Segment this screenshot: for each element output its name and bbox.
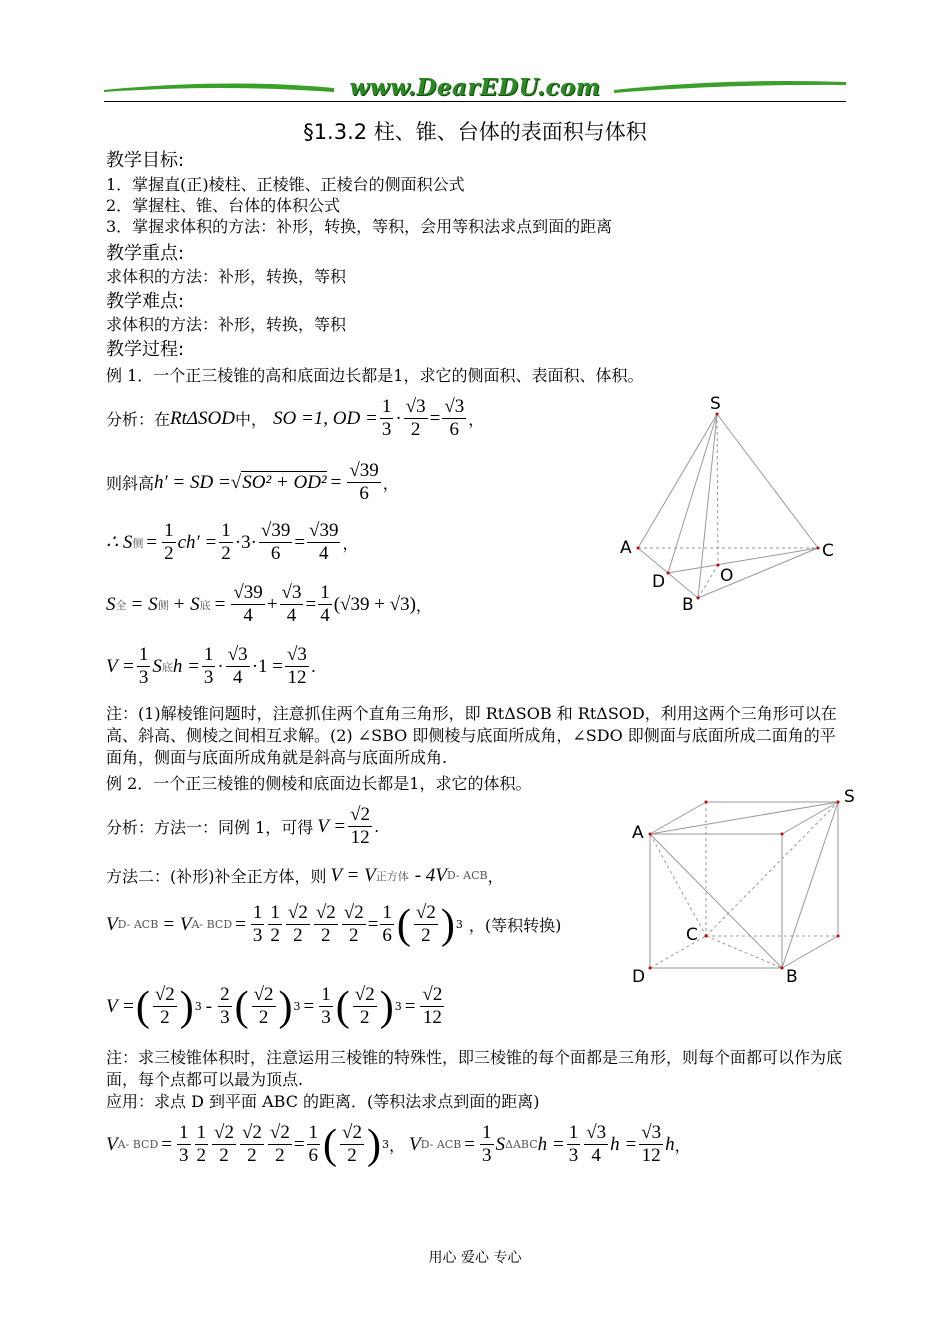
site-name[interactable]: www.DearEDU.com [349, 74, 601, 101]
cube-label-A: A [632, 823, 644, 843]
ex2-formula-2 [106, 984, 446, 1029]
fraction [307, 520, 340, 565]
math-token: √2 [342, 1122, 362, 1143]
math-token: 2 [219, 1145, 229, 1166]
math-token: V [106, 913, 118, 935]
math-token: 3 [455, 918, 463, 931]
math-token: 2 [421, 925, 431, 946]
math-token: 1 [381, 396, 392, 417]
math-token: 6 [382, 925, 392, 946]
key-text: 求体积的方法：补形，转换，等积 [106, 267, 347, 286]
cube-figure [626, 782, 866, 992]
math-token: D- ACB [446, 869, 488, 882]
fraction [380, 396, 394, 441]
math-token: 全 [115, 598, 127, 612]
math-token: = V [162, 913, 192, 935]
math-token: = [294, 531, 306, 553]
math-token: √2 [315, 902, 336, 923]
math-token: 2 [196, 1145, 207, 1166]
math-token: 3 [203, 667, 214, 688]
math-token: 底 [161, 660, 173, 674]
fraction [251, 902, 265, 947]
math-token: √2 [415, 902, 436, 923]
math-token: 1 [321, 984, 331, 1005]
math-token: · [217, 655, 224, 677]
math-token: = [429, 407, 441, 429]
math-token: V = V [330, 864, 376, 886]
math-token: S [495, 1133, 506, 1155]
math-token: 3 [321, 1007, 331, 1028]
fraction [480, 1122, 494, 1167]
fraction [380, 902, 394, 947]
fraction [318, 582, 332, 627]
math-token: 1 = [258, 655, 283, 677]
math-token: RtΔSOD [170, 407, 235, 429]
math-token: 6 [308, 1145, 319, 1166]
math-token: 2 [160, 1007, 170, 1028]
pyramid-label-C: C [822, 541, 834, 561]
math-token: 6 [270, 543, 281, 564]
ex2-method-1 [106, 804, 379, 849]
math-token: 2 [348, 925, 359, 946]
math-token: S [152, 655, 162, 677]
math-token: · [251, 655, 259, 677]
math-token: D- ACB [420, 1138, 462, 1151]
math-token: √3 [286, 644, 307, 665]
fraction [584, 1122, 608, 1167]
math-token: 3 [241, 531, 251, 553]
math-token: ∴ S [106, 532, 133, 553]
math-token: 2 [221, 543, 231, 564]
math-token: 4 [286, 605, 297, 626]
math-token: √39 [309, 520, 339, 541]
math-token: = [464, 1133, 476, 1155]
goal-item-2: 2．掌握柱、锥、台体的体积公式 [106, 196, 341, 215]
cube-label-C: C [686, 925, 698, 945]
fraction [226, 644, 250, 689]
fraction [567, 1122, 581, 1167]
math-token: ， [415, 596, 432, 615]
ex2-method-2 [106, 864, 504, 887]
math-token: 1 [203, 644, 214, 665]
math-token: √39 [233, 582, 263, 603]
fraction [252, 984, 276, 1029]
page-footer: 用心 爱心 专心 [428, 1250, 522, 1266]
fraction [259, 520, 292, 565]
goals-heading: 教学目标: [106, 150, 185, 171]
math-token: √39 [260, 520, 291, 541]
math-token: h = [610, 1133, 638, 1155]
example2-note: 注：求三棱锥体积时，注意运用三棱锥的特殊性，即三棱锥的每个面都是三角形，则每个面都可以作为底面，每个点都可以最为顶点. [106, 1048, 843, 1089]
math-token: ) [179, 983, 194, 1030]
math-token: 底 [199, 598, 211, 612]
math-token: 1 [482, 1122, 492, 1143]
fraction [212, 1122, 236, 1167]
ex2-formula-3 [106, 1122, 691, 1167]
math-token: 1 [196, 1122, 207, 1143]
math-token: 12 [287, 667, 307, 688]
math-token: 1 [252, 902, 263, 923]
math-token: 2 [270, 925, 280, 946]
math-token: √ [230, 471, 242, 493]
math-token: ΔABC [505, 1138, 538, 1151]
math-token: = [214, 593, 226, 615]
fraction [347, 460, 380, 505]
math-token: √3 [586, 1122, 607, 1143]
math-token: √3 [281, 582, 302, 603]
math-token: + [266, 593, 278, 615]
math-token: (√39 + √3) [333, 593, 416, 615]
fraction [353, 984, 377, 1029]
pyramid-label-A: A [620, 538, 632, 558]
math-token: 侧 [157, 598, 169, 612]
fraction [231, 582, 264, 627]
math-token: ( [234, 983, 249, 1030]
math-token: A- BCD [117, 1138, 159, 1151]
math-token: √3 [405, 396, 426, 417]
math-token: 2 [410, 419, 421, 440]
math-token: = [330, 471, 342, 493]
math-token: SO² + OD² [242, 472, 327, 493]
math-token: ( [323, 1121, 338, 1168]
math-token: h′ = SD = [154, 471, 231, 493]
math-token: 1 [382, 902, 392, 923]
math-token: 2 [359, 1007, 370, 1028]
math-token: 3 [220, 1007, 230, 1028]
math-token: 2 [293, 925, 303, 946]
math-token: 2 [347, 1145, 357, 1166]
math-token: = S [130, 593, 158, 615]
math-token: . [374, 817, 380, 836]
ex2-formula-1 [106, 902, 561, 947]
math-token: ( [396, 901, 411, 948]
math-token: 3 [381, 1138, 389, 1151]
math-token: 6 [449, 419, 460, 440]
math-token: - [205, 995, 213, 1017]
fraction [285, 644, 309, 689]
fraction [307, 1122, 321, 1167]
math-token: ， [487, 867, 504, 886]
math-token: = [161, 1133, 173, 1155]
math-token: D- ACB [117, 918, 159, 931]
math-token: = [404, 995, 416, 1017]
goal-item-1: 1．掌握直(正)棱柱、正棱锥、正棱台的侧面积公式 [106, 175, 465, 194]
math-token: 2 [164, 543, 174, 564]
math-token: 1 [320, 582, 330, 603]
math-token: 1 [308, 1122, 319, 1143]
math-token: + S [172, 593, 200, 615]
fraction [137, 644, 151, 689]
fraction [340, 1122, 364, 1167]
math-token: h [665, 1133, 675, 1155]
fraction [268, 902, 282, 947]
math-token: 1 [179, 1122, 189, 1143]
difficulty-text: 求体积的方法：补形，转换，等积 [106, 315, 347, 334]
math-token: √2 [253, 984, 274, 1005]
math-token: 4 [232, 667, 243, 688]
math-token: ， [388, 1136, 405, 1155]
math-token: 6 [359, 483, 369, 504]
math-token: 4 [243, 605, 253, 626]
pyramid-figure [610, 390, 850, 615]
math-token: 12 [350, 827, 370, 848]
math-token: 12 [422, 1007, 442, 1028]
math-token: 3 [252, 925, 263, 946]
fraction [153, 984, 177, 1029]
math-token: √3 [227, 644, 248, 665]
fraction [162, 520, 176, 565]
fraction [639, 1122, 663, 1167]
example1-statement: 例 1．一个正三棱锥的高和底面边长都是1，求它的侧面积、表面积、体积。 [106, 366, 644, 385]
math-token: ， [674, 1136, 691, 1155]
math-token: √2 [154, 984, 175, 1005]
math-token: h = [537, 1133, 565, 1155]
example1-note: 注：(1)解棱锥问题时，注意抓住两个直角三角形，即 RtΔSOB 和 RtΔSOD，利用这两个三角形可以在高、斜高、侧棱之间相互求解。(2) ∠SBO 即侧棱与底面所成角，∠SDO 即侧面与底面所成二面角的平面角，侧面与底面所成角就是斜高与底面所成角. [106, 704, 837, 767]
process-heading: 教学过程: [106, 339, 185, 360]
math-token: = [303, 995, 315, 1017]
math-token: ( [135, 983, 150, 1030]
math-token: 4 [591, 1145, 601, 1166]
math-token: = [146, 531, 158, 553]
fraction [342, 902, 366, 947]
fraction [280, 582, 304, 627]
ex1-formula-1 [106, 396, 484, 441]
math-token: √39 [349, 460, 379, 481]
header-rule [104, 101, 846, 102]
cube-label-D: D [632, 967, 646, 987]
math-token: √2 [350, 804, 371, 825]
fraction [219, 520, 233, 565]
fraction [348, 804, 372, 849]
math-token: V = [106, 655, 135, 677]
ex1-formula-5 [106, 644, 316, 689]
math-token: 3 [381, 419, 392, 440]
cube-label-B: B [786, 967, 798, 987]
math-token: 1 [221, 520, 231, 541]
math-token: √2 [287, 902, 308, 923]
math-token: 2 [220, 984, 230, 1005]
math-token: A- BCD [191, 918, 233, 931]
math-token: √3 [444, 396, 465, 417]
math-token: V [106, 1133, 118, 1155]
math-token: SO =1, OD = [273, 407, 378, 429]
fraction [286, 902, 310, 947]
math-token: 2 [321, 925, 331, 946]
cube-label-S: S [844, 787, 855, 807]
math-token: 1 [270, 902, 280, 923]
fraction [404, 396, 428, 441]
math-token: 2 [275, 1145, 285, 1166]
math-token: √3 [641, 1122, 662, 1143]
math-token: · [395, 407, 402, 429]
math-token: √2 [214, 1122, 234, 1143]
math-token: · [234, 531, 242, 553]
pyramid-label-B: B [682, 595, 694, 615]
math-token: ， [382, 474, 399, 493]
math-token: ， [468, 410, 485, 429]
math-token: = [367, 913, 379, 935]
math-token: 中， [235, 410, 268, 429]
math-token: · [250, 531, 257, 553]
ex1-formula-2 [106, 460, 399, 505]
math-token: ( [335, 983, 350, 1030]
math-token: ) [366, 1121, 381, 1168]
math-token: = [235, 913, 246, 935]
math-token: 12 [641, 1145, 661, 1166]
math-token: 3 [394, 1000, 402, 1013]
fraction [240, 1122, 264, 1167]
page-title: §1.3.2 柱、锥、台体的表面积与体积 [303, 120, 647, 144]
math-token: √2 [343, 902, 364, 923]
math-token: 方法二：(补形)补全正方体，则 [106, 867, 327, 886]
fraction [177, 1122, 191, 1167]
math-token: 1 [138, 644, 149, 665]
math-token: 3 [482, 1145, 492, 1166]
fraction [202, 644, 216, 689]
fraction [218, 984, 232, 1029]
fraction [195, 1122, 209, 1167]
math-token: 2 [247, 1145, 257, 1166]
math-token: ch′ = [177, 531, 218, 553]
math-token: 4 [320, 605, 330, 626]
math-token: √2 [422, 984, 443, 1005]
math-token: 2 [258, 1007, 269, 1028]
math-token: h = [172, 655, 200, 677]
math-token: 3 [568, 1145, 579, 1166]
math-token: √2 [241, 1122, 262, 1143]
fraction [442, 396, 466, 441]
application-text: 应用：求点 D 到平面 ABC 的距离．(等积法求点到面的距离) [106, 1092, 540, 1111]
math-token: 分析：在 [106, 410, 171, 429]
math-token: 1 [164, 520, 174, 541]
math-token: 3 [293, 1000, 301, 1013]
math-token: ，(等积转换) [468, 916, 562, 935]
math-token: 3 [179, 1145, 189, 1166]
math-token: 则斜高 [106, 474, 155, 493]
fraction [414, 902, 438, 947]
math-token: - 4V [414, 864, 447, 886]
fraction [319, 984, 333, 1029]
pyramid-label-S: S [710, 394, 721, 414]
math-token: ) [278, 983, 293, 1030]
pyramid-label-O: O [720, 566, 734, 586]
math-token: ) [379, 983, 394, 1030]
math-token: V = [317, 815, 347, 837]
math-token: = [305, 593, 317, 615]
math-token: 1 [568, 1122, 579, 1143]
ex1-formula-3 [106, 520, 359, 565]
ex1-formula-4 [106, 582, 432, 627]
math-token: . [310, 657, 317, 676]
math-token: ， [342, 534, 359, 553]
math-token: V = [106, 995, 135, 1017]
math-token: 4 [319, 543, 329, 564]
fraction [420, 984, 444, 1029]
math-token: 3 [138, 667, 149, 688]
fraction [268, 1122, 292, 1167]
key-heading: 教学重点: [106, 243, 185, 264]
example2-statement: 例 2．一个正三棱锥的侧棱和底面边长都是1，求它的体积。 [106, 774, 532, 793]
math-token: √2 [269, 1122, 290, 1143]
math-token: V [409, 1133, 421, 1155]
math-token: ) [440, 901, 455, 948]
pyramid-label-D: D [652, 572, 666, 592]
fraction [314, 902, 338, 947]
math-token: 3 [194, 1000, 202, 1013]
math-token: √2 [354, 984, 375, 1005]
difficulty-heading: 教学难点: [106, 291, 185, 312]
math-token: S [106, 593, 116, 615]
math-token: 侧 [132, 536, 144, 550]
math-token: = [293, 1133, 305, 1155]
math-token: 分析：方法一：同例 1，可得 [106, 818, 314, 837]
goal-item-3: 3．掌握求体积的方法：补形，转换，等积，会用等积法求点到面的距离 [106, 217, 613, 236]
math-token: 正方体 [375, 869, 409, 883]
